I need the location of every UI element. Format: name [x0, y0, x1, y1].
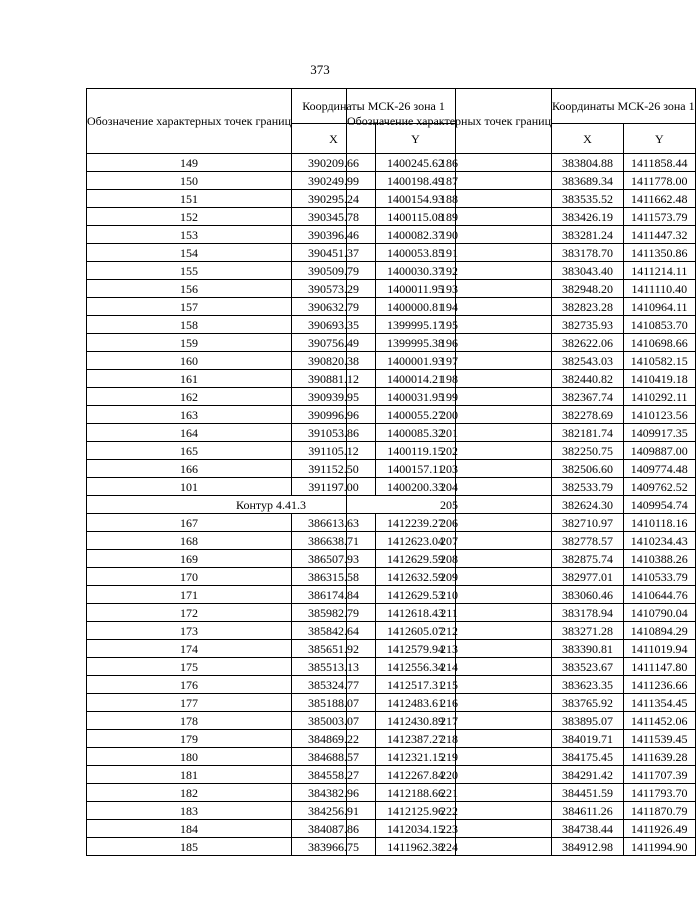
y-coordinate-cell: 1410964.11 — [623, 298, 695, 316]
point-id-cell: 170 — [87, 568, 292, 586]
y-coordinate-cell: 1400115.08 — [376, 208, 456, 226]
table-row — [347, 766, 696, 784]
y-coordinate-cell: 1400000.81 — [376, 298, 456, 316]
y-coordinate-cell: 1409774.48 — [623, 460, 695, 478]
y-coordinate-cell: 1410533.79 — [623, 568, 695, 586]
y-coordinate-cell: 1412632.59 — [376, 568, 456, 586]
x-coordinate-cell: 383895.07 — [552, 712, 624, 730]
y-coordinate-cell: 1410419.18 — [623, 370, 695, 388]
y-coordinate-cell: 1400198.49 — [376, 172, 456, 190]
table-row — [347, 190, 696, 208]
x-coordinate-cell: 383060.46 — [552, 586, 624, 604]
y-coordinate-cell: 1410118.16 — [623, 514, 695, 532]
x-coordinate-cell: 382624.30 — [552, 496, 624, 514]
x-coordinate-cell: 390693.35 — [292, 316, 376, 334]
point-id-cell: 221 — [347, 784, 552, 802]
y-coordinate-cell: 1411793.70 — [623, 784, 695, 802]
table-row — [347, 820, 696, 838]
table-row — [347, 838, 696, 856]
y-coordinate-cell: 1411994.90 — [623, 838, 695, 856]
point-id-cell: 158 — [87, 316, 292, 334]
x-coordinate-cell: 383523.67 — [552, 658, 624, 676]
point-id-cell: 222 — [347, 802, 552, 820]
point-id-cell: 190 — [347, 226, 552, 244]
point-id-cell: 199 — [347, 388, 552, 406]
x-coordinate-cell: 386315.58 — [292, 568, 376, 586]
header-coordinates: Координаты МСК-26 зона 1 — [552, 89, 696, 124]
x-coordinate-cell: 382278.69 — [552, 406, 624, 424]
y-coordinate-cell: 1412267.84 — [376, 766, 456, 784]
y-coordinate-cell: 1400031.95 — [376, 388, 456, 406]
y-coordinate-cell: 1411639.28 — [623, 748, 695, 766]
point-id-cell: 166 — [87, 460, 292, 478]
y-coordinate-cell: 1411662.48 — [623, 190, 695, 208]
point-id-cell: 219 — [347, 748, 552, 766]
point-id-cell: 218 — [347, 730, 552, 748]
point-id-cell: 101 — [87, 478, 292, 496]
x-coordinate-cell: 390451.37 — [292, 244, 376, 262]
x-coordinate-cell: 385003.07 — [292, 712, 376, 730]
x-coordinate-cell: 384688.57 — [292, 748, 376, 766]
y-coordinate-cell: 1411926.49 — [623, 820, 695, 838]
y-coordinate-cell: 1400157.11 — [376, 460, 456, 478]
point-id-cell: 181 — [87, 766, 292, 784]
point-id-cell: 214 — [347, 658, 552, 676]
point-id-cell: 201 — [347, 424, 552, 442]
y-coordinate-cell: 1412483.61 — [376, 694, 456, 712]
point-id-cell: 189 — [347, 208, 552, 226]
x-coordinate-cell: 382622.06 — [552, 334, 624, 352]
x-coordinate-cell: 382977.01 — [552, 568, 624, 586]
point-id-cell: 169 — [87, 550, 292, 568]
point-id-cell: 202 — [347, 442, 552, 460]
y-coordinate-cell: 1412321.15 — [376, 748, 456, 766]
point-id-cell: 196 — [347, 334, 552, 352]
y-coordinate-cell: 1410123.56 — [623, 406, 695, 424]
table-row — [347, 352, 696, 370]
table-row — [347, 244, 696, 262]
x-coordinate-cell: 383966.75 — [292, 838, 376, 856]
y-coordinate-cell: 1411236.66 — [623, 676, 695, 694]
point-id-cell: 215 — [347, 676, 552, 694]
point-id-cell: 205 — [347, 496, 552, 514]
point-id-cell: 160 — [87, 352, 292, 370]
header-y: Y — [623, 124, 695, 154]
table-row — [347, 154, 696, 172]
y-coordinate-cell: 1410894.29 — [623, 622, 695, 640]
point-id-cell: 168 — [87, 532, 292, 550]
right-table-body — [347, 154, 696, 856]
y-coordinate-cell: 1411573.79 — [623, 208, 695, 226]
table-row — [347, 442, 696, 460]
x-coordinate-cell: 390939.95 — [292, 388, 376, 406]
y-coordinate-cell: 1410234.43 — [623, 532, 695, 550]
point-id-cell: 195 — [347, 316, 552, 334]
x-coordinate-cell: 390756.49 — [292, 334, 376, 352]
x-coordinate-cell: 384869.22 — [292, 730, 376, 748]
table-row — [347, 550, 696, 568]
y-coordinate-cell: 1411858.44 — [623, 154, 695, 172]
y-coordinate-cell: 1411110.40 — [623, 280, 695, 298]
table-row — [347, 748, 696, 766]
x-coordinate-cell: 384291.42 — [552, 766, 624, 784]
point-id-cell: 210 — [347, 586, 552, 604]
x-coordinate-cell: 384451.59 — [552, 784, 624, 802]
y-coordinate-cell: 1412629.59 — [376, 550, 456, 568]
y-coordinate-cell: 1412556.34 — [376, 658, 456, 676]
x-coordinate-cell: 382250.75 — [552, 442, 624, 460]
table-row — [347, 640, 696, 658]
point-id-cell: 192 — [347, 262, 552, 280]
point-id-cell: 175 — [87, 658, 292, 676]
x-coordinate-cell: 383535.52 — [552, 190, 624, 208]
x-coordinate-cell: 390996.96 — [292, 406, 376, 424]
coordinates-table-right — [346, 88, 696, 856]
table-row — [347, 172, 696, 190]
point-id-cell: 185 — [87, 838, 292, 856]
x-coordinate-cell: 390881.12 — [292, 370, 376, 388]
header-y: Y — [376, 124, 456, 154]
point-id-cell: 161 — [87, 370, 292, 388]
point-id-cell: 213 — [347, 640, 552, 658]
x-coordinate-cell: 384738.44 — [552, 820, 624, 838]
y-coordinate-cell: 1412618.43 — [376, 604, 456, 622]
x-coordinate-cell: 383390.81 — [552, 640, 624, 658]
x-coordinate-cell: 383178.94 — [552, 604, 624, 622]
table-row — [347, 478, 696, 496]
x-coordinate-cell: 391105.12 — [292, 442, 376, 460]
point-id-cell: 153 — [87, 226, 292, 244]
point-id-cell: 150 — [87, 172, 292, 190]
x-coordinate-cell: 386174.84 — [292, 586, 376, 604]
y-coordinate-cell: 1400154.93 — [376, 190, 456, 208]
header-point-designation: Обозначение характерных точек границ — [347, 89, 552, 154]
x-coordinate-cell: 382823.28 — [552, 298, 624, 316]
y-coordinate-cell: 1411447.32 — [623, 226, 695, 244]
y-coordinate-cell: 1411354.45 — [623, 694, 695, 712]
table-row — [347, 604, 696, 622]
y-coordinate-cell: 1400014.21 — [376, 370, 456, 388]
header-x: X — [292, 124, 376, 154]
point-id-cell: 151 — [87, 190, 292, 208]
y-coordinate-cell: 1411870.79 — [623, 802, 695, 820]
y-coordinate-cell: 1409917.35 — [623, 424, 695, 442]
x-coordinate-cell: 390820.38 — [292, 352, 376, 370]
y-coordinate-cell: 1400085.32 — [376, 424, 456, 442]
y-coordinate-cell: 1410853.70 — [623, 316, 695, 334]
x-coordinate-cell: 382948.20 — [552, 280, 624, 298]
y-coordinate-cell: 1412629.53 — [376, 586, 456, 604]
point-id-cell: 188 — [347, 190, 552, 208]
table-row — [347, 676, 696, 694]
y-coordinate-cell: 1412623.04 — [376, 532, 456, 550]
y-coordinate-cell: 1412239.27 — [376, 514, 456, 532]
y-coordinate-cell: 1412188.66 — [376, 784, 456, 802]
y-coordinate-cell: 1412125.96 — [376, 802, 456, 820]
x-coordinate-cell: 382778.57 — [552, 532, 624, 550]
point-id-cell: 209 — [347, 568, 552, 586]
table-row — [347, 622, 696, 640]
point-id-cell: 162 — [87, 388, 292, 406]
x-coordinate-cell: 384019.71 — [552, 730, 624, 748]
y-coordinate-cell: 1409887.00 — [623, 442, 695, 460]
point-id-cell: 149 — [87, 154, 292, 172]
y-coordinate-cell: 1400011.95 — [376, 280, 456, 298]
table-row — [347, 370, 696, 388]
point-id-cell: 164 — [87, 424, 292, 442]
table-row — [347, 208, 696, 226]
y-coordinate-cell: 1409762.52 — [623, 478, 695, 496]
x-coordinate-cell: 384611.26 — [552, 802, 624, 820]
table-row — [347, 802, 696, 820]
table-row — [347, 262, 696, 280]
y-coordinate-cell: 1411962.38 — [376, 838, 456, 856]
x-coordinate-cell: 386638.71 — [292, 532, 376, 550]
table-row — [347, 712, 696, 730]
x-coordinate-cell: 384175.45 — [552, 748, 624, 766]
table-row — [347, 658, 696, 676]
y-coordinate-cell: 1412579.94 — [376, 640, 456, 658]
y-coordinate-cell: 1411214.11 — [623, 262, 695, 280]
y-coordinate-cell: 1400053.85 — [376, 244, 456, 262]
point-id-cell: 184 — [87, 820, 292, 838]
x-coordinate-cell: 384382.96 — [292, 784, 376, 802]
y-coordinate-cell: 1409954.74 — [623, 496, 695, 514]
x-coordinate-cell: 385188.07 — [292, 694, 376, 712]
y-coordinate-cell: 1412387.27 — [376, 730, 456, 748]
point-id-cell: 157 — [87, 298, 292, 316]
header-coordinates: Координаты МСК-26 зона 1 — [292, 89, 456, 124]
x-coordinate-cell: 382543.03 — [552, 352, 624, 370]
x-coordinate-cell: 391152.50 — [292, 460, 376, 478]
x-coordinate-cell: 390209.66 — [292, 154, 376, 172]
point-id-cell: 204 — [347, 478, 552, 496]
y-coordinate-cell: 1399995.17 — [376, 316, 456, 334]
y-coordinate-cell: 1410388.26 — [623, 550, 695, 568]
table-row — [347, 784, 696, 802]
x-coordinate-cell: 382735.93 — [552, 316, 624, 334]
point-id-cell: 155 — [87, 262, 292, 280]
point-id-cell: 194 — [347, 298, 552, 316]
point-id-cell: 186 — [347, 154, 552, 172]
point-id-cell: 177 — [87, 694, 292, 712]
x-coordinate-cell: 385842.64 — [292, 622, 376, 640]
table-row — [347, 694, 696, 712]
x-coordinate-cell: 385651.92 — [292, 640, 376, 658]
table-row — [347, 532, 696, 550]
table-row — [347, 298, 696, 316]
y-coordinate-cell: 1400200.33 — [376, 478, 456, 496]
table-row — [347, 730, 696, 748]
x-coordinate-cell: 386613.63 — [292, 514, 376, 532]
y-coordinate-cell: 1399995.38 — [376, 334, 456, 352]
point-id-cell: 206 — [347, 514, 552, 532]
point-id-cell: 167 — [87, 514, 292, 532]
point-id-cell: 174 — [87, 640, 292, 658]
point-id-cell: 220 — [347, 766, 552, 784]
x-coordinate-cell: 383281.24 — [552, 226, 624, 244]
point-id-cell: 216 — [347, 694, 552, 712]
y-coordinate-cell: 1411707.39 — [623, 766, 695, 784]
y-coordinate-cell: 1412034.15 — [376, 820, 456, 838]
point-id-cell: 197 — [347, 352, 552, 370]
y-coordinate-cell: 1400055.27 — [376, 406, 456, 424]
x-coordinate-cell: 390295.24 — [292, 190, 376, 208]
x-coordinate-cell: 383623.35 — [552, 676, 624, 694]
y-coordinate-cell: 1411539.45 — [623, 730, 695, 748]
x-coordinate-cell: 390396.46 — [292, 226, 376, 244]
x-coordinate-cell: 385982.79 — [292, 604, 376, 622]
x-coordinate-cell: 385324.77 — [292, 676, 376, 694]
table-row — [347, 424, 696, 442]
table-row — [347, 568, 696, 586]
y-coordinate-cell: 1412605.07 — [376, 622, 456, 640]
x-coordinate-cell: 391197.00 — [292, 478, 376, 496]
table-row — [347, 280, 696, 298]
point-id-cell: 154 — [87, 244, 292, 262]
x-coordinate-cell: 382533.79 — [552, 478, 624, 496]
point-id-cell: 172 — [87, 604, 292, 622]
contour-label: Контур 4.41.3 — [87, 496, 456, 514]
point-id-cell: 182 — [87, 784, 292, 802]
y-coordinate-cell: 1410292.11 — [623, 388, 695, 406]
x-coordinate-cell: 382181.74 — [552, 424, 624, 442]
x-coordinate-cell: 383271.28 — [552, 622, 624, 640]
x-coordinate-cell: 383043.40 — [552, 262, 624, 280]
y-coordinate-cell: 1411452.06 — [623, 712, 695, 730]
y-coordinate-cell: 1411019.94 — [623, 640, 695, 658]
point-id-cell: 207 — [347, 532, 552, 550]
x-coordinate-cell: 383178.70 — [552, 244, 624, 262]
point-id-cell: 191 — [347, 244, 552, 262]
y-coordinate-cell: 1410582.15 — [623, 352, 695, 370]
point-id-cell: 178 — [87, 712, 292, 730]
y-coordinate-cell: 1411147.80 — [623, 658, 695, 676]
y-coordinate-cell: 1410698.66 — [623, 334, 695, 352]
x-coordinate-cell: 384256.91 — [292, 802, 376, 820]
point-id-cell: 198 — [347, 370, 552, 388]
point-id-cell: 217 — [347, 712, 552, 730]
header-x: X — [552, 124, 624, 154]
point-id-cell: 159 — [87, 334, 292, 352]
x-coordinate-cell: 382367.74 — [552, 388, 624, 406]
point-id-cell: 152 — [87, 208, 292, 226]
table-row — [347, 226, 696, 244]
table-row — [347, 460, 696, 478]
table-row — [347, 496, 696, 514]
point-id-cell: 179 — [87, 730, 292, 748]
y-coordinate-cell: 1400082.37 — [376, 226, 456, 244]
y-coordinate-cell: 1410790.04 — [623, 604, 695, 622]
x-coordinate-cell: 391053.86 — [292, 424, 376, 442]
x-coordinate-cell: 386507.93 — [292, 550, 376, 568]
x-coordinate-cell: 383804.88 — [552, 154, 624, 172]
point-id-cell: 180 — [87, 748, 292, 766]
point-id-cell: 224 — [347, 838, 552, 856]
x-coordinate-cell: 384558.27 — [292, 766, 376, 784]
point-id-cell: 211 — [347, 604, 552, 622]
y-coordinate-cell: 1400001.93 — [376, 352, 456, 370]
x-coordinate-cell: 390573.29 — [292, 280, 376, 298]
point-id-cell: 173 — [87, 622, 292, 640]
x-coordinate-cell: 382875.74 — [552, 550, 624, 568]
x-coordinate-cell: 390632.79 — [292, 298, 376, 316]
x-coordinate-cell: 383689.34 — [552, 172, 624, 190]
x-coordinate-cell: 384912.98 — [552, 838, 624, 856]
point-id-cell: 176 — [87, 676, 292, 694]
point-id-cell: 165 — [87, 442, 292, 460]
table-row — [347, 406, 696, 424]
table-row — [347, 388, 696, 406]
y-coordinate-cell: 1411350.86 — [623, 244, 695, 262]
table-row — [347, 334, 696, 352]
x-coordinate-cell: 382506.60 — [552, 460, 624, 478]
point-id-cell: 200 — [347, 406, 552, 424]
y-coordinate-cell: 1410644.76 — [623, 586, 695, 604]
y-coordinate-cell: 1412430.89 — [376, 712, 456, 730]
point-id-cell: 187 — [347, 172, 552, 190]
x-coordinate-cell: 390249.99 — [292, 172, 376, 190]
point-id-cell: 208 — [347, 550, 552, 568]
y-coordinate-cell: 1411778.00 — [623, 172, 695, 190]
header-point-designation: Обозначение характерных точек границ — [87, 89, 292, 154]
y-coordinate-cell: 1400119.15 — [376, 442, 456, 460]
table-row — [347, 316, 696, 334]
x-coordinate-cell: 385513.13 — [292, 658, 376, 676]
x-coordinate-cell: 390345.78 — [292, 208, 376, 226]
point-id-cell: 212 — [347, 622, 552, 640]
point-id-cell: 163 — [87, 406, 292, 424]
x-coordinate-cell: 382440.82 — [552, 370, 624, 388]
x-coordinate-cell: 384087.86 — [292, 820, 376, 838]
y-coordinate-cell: 1400030.37 — [376, 262, 456, 280]
point-id-cell: 171 — [87, 586, 292, 604]
point-id-cell: 223 — [347, 820, 552, 838]
x-coordinate-cell: 390509.79 — [292, 262, 376, 280]
y-coordinate-cell: 1412517.31 — [376, 676, 456, 694]
x-coordinate-cell: 383765.92 — [552, 694, 624, 712]
point-id-cell: 183 — [87, 802, 292, 820]
point-id-cell: 193 — [347, 280, 552, 298]
y-coordinate-cell: 1400245.62 — [376, 154, 456, 172]
x-coordinate-cell: 383426.19 — [552, 208, 624, 226]
point-id-cell: 156 — [87, 280, 292, 298]
table-row — [347, 586, 696, 604]
x-coordinate-cell: 382710.97 — [552, 514, 624, 532]
page-number: 373 — [310, 62, 330, 77]
point-id-cell: 203 — [347, 460, 552, 478]
table-row — [347, 514, 696, 532]
